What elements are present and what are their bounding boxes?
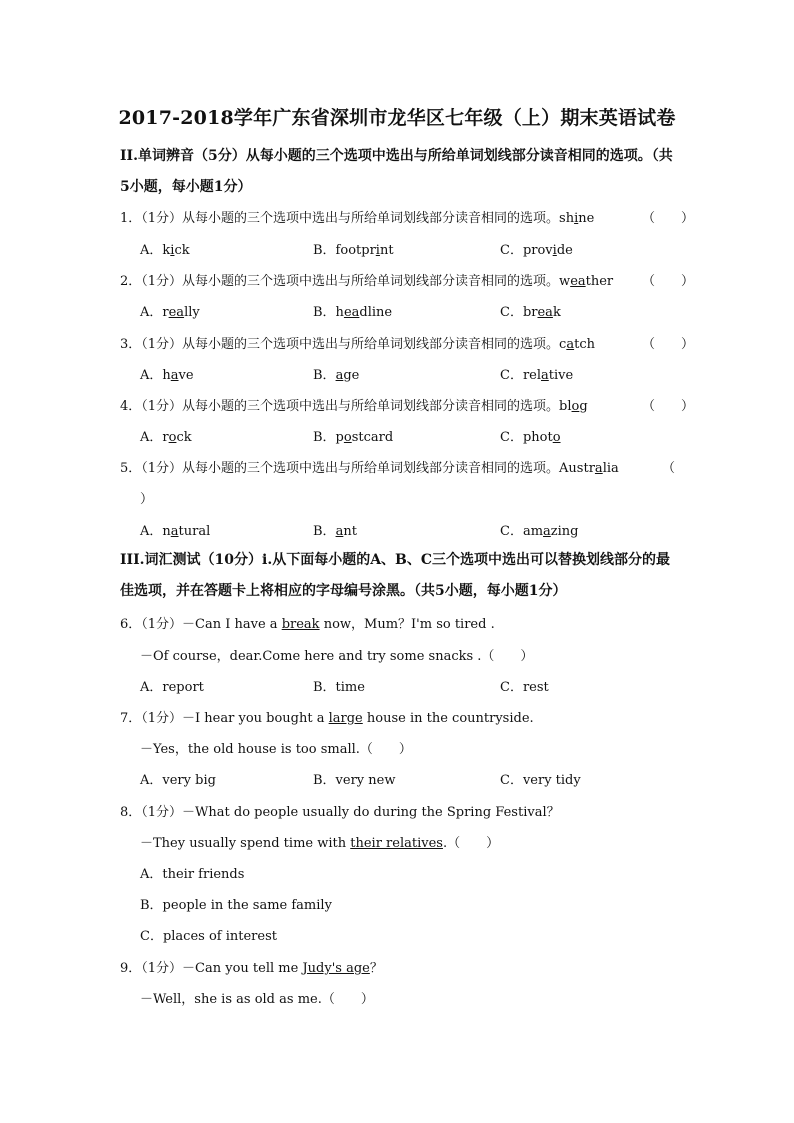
answer-blank: （ ） <box>642 399 695 414</box>
option-a: A．natural <box>140 524 211 539</box>
option-b: B．people in the same family <box>140 898 332 913</box>
section-heading-2: II.单词辨音（5分）从每小题的三个选项中选出与所给单词划线部分读音相同的选项。（共5小题，每小题1分） <box>120 148 673 195</box>
question-3: 3．（1分）从每小题的三个选项中选出与所给单词划线部分读音相同的选项。catch （ ） <box>120 333 680 352</box>
option-a: A．report <box>140 680 204 695</box>
question-7-reply: －Yes，the old house is too small.（ ） <box>140 742 412 757</box>
option-b: B．postcard <box>313 430 394 445</box>
question-9: 9．（1分）－Can you tell me Judy's age？ <box>120 961 383 976</box>
question-1: 1．（1分）从每小题的三个选项中选出与所给单词划线部分读音相同的选项。shine （ ） <box>120 207 680 226</box>
option-c: C．photo <box>500 430 561 445</box>
option-c: C．relative <box>500 368 574 383</box>
question-7: 7．（1分）－I hear you bought a large house in the countryside. <box>120 711 534 726</box>
answer-blank: （ ） <box>642 274 695 289</box>
question-9-reply: －Well，she is as old as me.（ ） <box>140 992 374 1007</box>
question-5: 5．（1分）从每小题的三个选项中选出与所给单词划线部分读音相同的选项。Australia （ <box>120 457 680 476</box>
answer-blank-close: ） <box>140 492 154 507</box>
option-a: A．rock <box>140 430 192 445</box>
section-heading-3: III.词汇测试（10分）i.从下面每小题的A、B、C三个选项中选出可以替换划线部分的最佳选项，并在答题卡上将相应的字母编号涂黑。（共5小题，每小题1分） <box>120 552 671 599</box>
answer-blank: （ ） <box>642 211 695 226</box>
option-c: C．places of interest <box>140 929 277 944</box>
option-b: B．very new <box>313 773 396 788</box>
question-8-reply: －They usually spend time with their relatives.（ ） <box>140 836 500 851</box>
option-a: A．kick <box>140 243 190 258</box>
option-a: A．really <box>140 305 200 320</box>
option-c: C．provide <box>500 243 573 258</box>
option-a: A．their friends <box>140 867 245 882</box>
answer-blank: （ <box>662 461 676 476</box>
question-2: 2．（1分）从每小题的三个选项中选出与所给单词划线部分读音相同的选项。weather （ ） <box>120 270 680 289</box>
option-c: C．rest <box>500 680 549 695</box>
question-6: 6．（1分）－Can I have a break now，Mum？I'm so tired . <box>120 617 495 632</box>
option-b: B．age <box>313 368 360 383</box>
option-b: B．time <box>313 680 365 695</box>
option-a: A．very big <box>140 773 216 788</box>
exam-title: 2017-2018学年广东省深圳市龙华区七年级（上）期末英语试卷 <box>118 107 676 129</box>
option-b: B．headline <box>313 305 393 320</box>
question-6-reply: －Of course，dear.Come here and try some snacks .（ ） <box>140 649 534 664</box>
option-c: C．very tidy <box>500 773 581 788</box>
option-c: C．break <box>500 305 561 320</box>
option-a: A．have <box>140 368 194 383</box>
option-b: B．ant <box>313 524 357 539</box>
question-8: 8．（1分）－What do people usually do during the Spring Festival？ <box>120 805 560 820</box>
option-c: C．amazing <box>500 524 579 539</box>
option-b: B．footprint <box>313 243 394 258</box>
question-4: 4．（1分）从每小题的三个选项中选出与所给单词划线部分读音相同的选项。blog （ ） <box>120 395 680 414</box>
answer-blank: （ ） <box>642 337 695 352</box>
